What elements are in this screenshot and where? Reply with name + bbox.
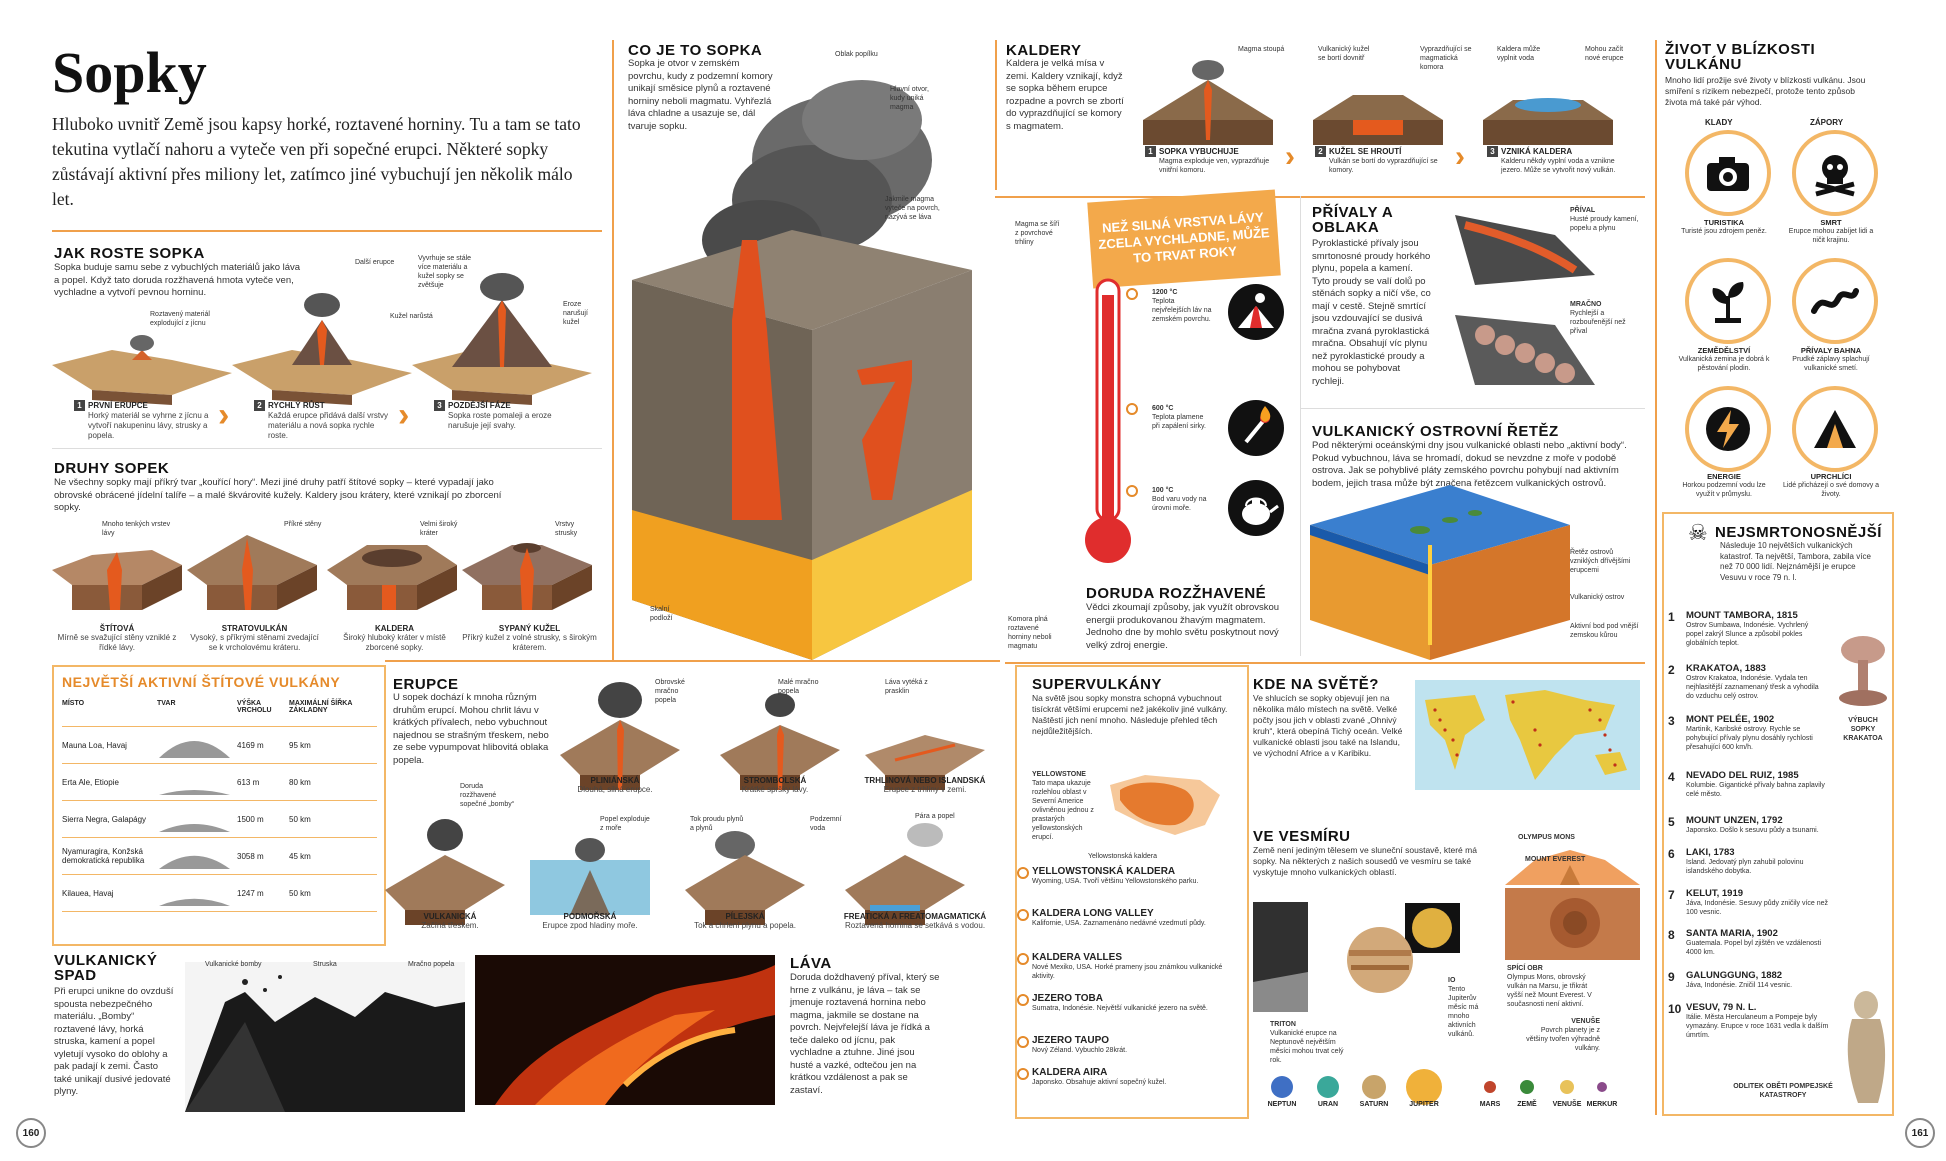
pompeii-caption: ODLITEK OBĚTI POMPEJSKÉ KATASTROFY	[1733, 1083, 1833, 1099]
rank-number: 2	[1668, 663, 1675, 677]
section-title-life: ŽIVOT V BLÍZKOSTI VULKÁNU	[1665, 41, 1816, 73]
temp-marker	[1126, 288, 1138, 300]
intro-text: Hluboko uvnitř Země jsou kapsy horké, roztavené horniny. Tu a tam se tato tekutina vytlačí nahoru a vyteče ven při sopečné erupci. Některé sopky zůstávají aktivní přes miliony let, zatímco jiné vybuchují jen několik málo let.	[52, 114, 581, 209]
planet-icon	[1484, 1081, 1496, 1093]
chain-label: Řetěz ostrovů vzniklých dřívějšími erupcemi	[1570, 549, 1631, 574]
space-note: VENUŠE Povrch planety je z většiny tvořen výhradně vulkány.	[1526, 1018, 1600, 1052]
rank-desc: Island. Jedovatý plyn zahubil polovinu islandského dobytka.	[1686, 859, 1804, 875]
chain-illustration	[1310, 485, 1570, 660]
fallout-text: Při erupci unikne do ovzduší spousta nebezpečného materiálu. „Bomby“ roztavené lávy, horká struska, kamení a popel vyletují vysoko do oblohy a pak padají k zemi. Často také unikají dusivé jedovaté plyny.	[54, 986, 174, 1097]
shape-icon	[157, 767, 237, 797]
rank-title: MOUNT TAMBORA, 1815	[1686, 610, 1798, 621]
life-text: Mnoho lidí prožije své životy v blízkosti vulkánu. Jsou smíření s rizikem nebezpečí, protože tento způsob života má také pár výhod.	[1665, 75, 1866, 107]
rank-title: NEVADO DEL RUIZ, 1985	[1686, 770, 1799, 781]
list-item	[1668, 770, 1838, 799]
cell-height: 3058 m	[237, 851, 264, 861]
grow-label: Eroze narušují kužel	[563, 301, 588, 326]
life-item: ZEMĚDĚLSTVÍ Vulkanická zemina je dobrá k pěstování plodin.	[1678, 346, 1770, 372]
section-title-types: DRUHY SOPEK	[54, 460, 170, 477]
temp-note: 1200 °C Teplota nejvřelejších láv na zemském povrchu.	[1152, 289, 1212, 323]
rank-desc: Japonsko. Došlo k sesuvu půdy a tsunami.	[1686, 827, 1819, 834]
rank-title: VESUV, 79 N. L.	[1686, 1002, 1757, 1013]
where-text: Ve shlucích se sopky objevují jen na několika málo místech na světě. Velké počty jsou jich v oblasti zvané „Ohnivý kruh“, která obepíná Tichý oceán. Velké vulkanické oblasti jsou také na Islandu, ve východní Africe a v Karibiku.	[1253, 693, 1403, 758]
banner: NEŽ SILNÁ VRSTVA LÁVY ZCELA VYCHLADNE, MŮŽE TO TRVAT ROKY	[1087, 190, 1281, 289]
eruption-item: FREATICKÁ A FREATOMAGMATICKÁ Roztavená hornina se setkává s vodou.	[843, 912, 987, 930]
table-row	[62, 875, 377, 912]
chain-label: Aktivní bod pod vnější zemskou kůrou	[1570, 623, 1639, 639]
divider	[1300, 408, 1645, 409]
chain-text: Pod některými oceánskými dny jsou vulkanické oblasti nebo „aktivní body“. Pokud vybuchnou, láva se hromadí, dokud se nevzdne z moře v podobě ostrova. Jak se pohyblivé pláty zemského povrchu pohybují nad aktivním bodem, jejich trasa může být značena řetězcem vulkanických ostrovů.	[1312, 440, 1627, 489]
rank-number: 8	[1668, 928, 1675, 942]
list-item	[1668, 970, 1838, 990]
planet-label: MARS	[1479, 1101, 1501, 1108]
shape-icon	[157, 730, 237, 760]
chain-label: Vulkanický ostrov	[1570, 594, 1625, 601]
eruption-item: VULKANICKÁ Začíná třeskem.	[421, 912, 479, 930]
rank-desc: Jáva, Indonésie. Zničil 114 vesnic.	[1686, 982, 1793, 989]
rank-desc: Itálie. Města Herculaneum a Pompeje byly vymazány. Erupce v roce 1631 vedla k dalším úmrtím.	[1686, 1014, 1829, 1039]
list-item	[1668, 847, 1838, 876]
rank-desc: Martinik, Karibské ostrovy. Rychle se pohybující přívaly plynu dosáhly rychlosti přesahující 600 km/h.	[1686, 726, 1813, 751]
caldera-label: Magma stoupá	[1238, 46, 1285, 53]
planet-icon	[1520, 1080, 1534, 1094]
rank-number: 3	[1668, 714, 1675, 728]
pompeii-cast-image	[1838, 985, 1893, 1105]
grow-step: 2 RYCHLÝ RŮST Každá erupce přidává další vrstvy materiálu a nová sopka rychle roste.	[254, 400, 394, 441]
caldera-label: Kaldera může vyplnit voda	[1497, 46, 1541, 62]
temp-note: 100 °C Bod varu vody na úrovni moře.	[1152, 487, 1207, 512]
rank-number: 6	[1668, 847, 1675, 861]
rank-number: 1	[1668, 610, 1675, 624]
life-item: ENERGIE Horkou podzemní vodu lze využít v průmyslu.	[1682, 472, 1766, 498]
types-label: Mnoho tenkých vrstev lávy	[102, 521, 171, 537]
temp-note: 600 °C Teplota plamene při zapálení sirky.	[1152, 405, 1206, 430]
rank-title: KRAKATOA, 1883	[1686, 663, 1766, 674]
divider	[995, 196, 1645, 198]
what-label: Jakmile magma vyteče na povrch, nazývá se láva	[885, 196, 940, 221]
table-row	[62, 727, 377, 764]
caldera-label: Mohou začít nové erupce	[1585, 46, 1624, 62]
flow-label: PŘÍVAL Husté proudy kamení, popelu a plynu	[1570, 207, 1639, 232]
what-label: Oblak popílku	[835, 51, 878, 58]
planet-icon	[1271, 1076, 1293, 1098]
calderas-text: Kaldera je velká mísa v zemi. Kaldery vznikají, když se sopka během erupce rozpadne a povrch se zbortí do vyprazdňující se komory s magmatem.	[1006, 58, 1124, 132]
eruption-item: PODMOŘSKÁ Erupce zpod hladiny moře.	[542, 912, 638, 930]
types-label: Příkré stěny	[284, 521, 322, 528]
list-marker	[1017, 909, 1029, 921]
what-label: Hlavní otvor, kudy uniká magma	[890, 86, 929, 111]
planet-label: MERKUR	[1586, 1101, 1618, 1108]
list-item	[1668, 1002, 1838, 1040]
eruption-label: Obrovské mračno popela	[655, 679, 685, 704]
caldera-step: 2 KUŽEL SE HROUTÍ Vulkán se bortí do vyprazdňující se komory.	[1315, 146, 1450, 175]
eruption-item: TRHLINOVÁ NEBO ISLANDSKÁ Erupce z trhliny v zemi.	[864, 776, 986, 794]
eruption-label: Popel exploduje z moře	[600, 816, 650, 832]
section-title-chain: VULKANICKÝ OSTROVNÍ ŘETĚZ	[1312, 423, 1559, 440]
section-title-fallout: VULKANICKÝ SPAD	[54, 952, 158, 984]
page-number-right: 161	[1905, 1118, 1935, 1148]
page-title: Sopky	[52, 40, 207, 105]
grow-step: 3 POZDĚJŠÍ FÁZE Sopka roste pomaleji a eroze narušuje její svahy.	[434, 400, 574, 431]
shield-table-title: NEJVĚTŠÍ AKTIVNÍ ŠTÍTOVÉ VULKÁNY	[62, 674, 341, 690]
skull-crossbones-icon: ☠	[1688, 520, 1708, 545]
section-title-hot: DORUDA ROZŽHAVENÉ	[1086, 585, 1267, 602]
cell-height: 1247 m	[237, 888, 264, 898]
rank-number: 10	[1668, 1002, 1682, 1016]
list-item: JEZERO TOBA Sumatra, Indonésie. Největší vulkanické jezero na světě.	[1032, 993, 1208, 1012]
temp-marker	[1126, 485, 1138, 497]
section-title-what: CO JE TO SOPKA	[628, 42, 763, 59]
jupiter-image	[1345, 925, 1415, 995]
space-note: TRITON Vulkanické erupce na Neptunově největším měsíci mohou trvat celý rok.	[1270, 1021, 1344, 1064]
flows-text: Pyroklastické přívaly jsou smrtonosné proudy horkého plynu, popela a kamení. Tyto proudy se valí dolů po stěnách sopky a ničí vše, co mají v cestě. Stejně smrtící jsou vzdouvající se dusivá mračna zvaná pyroklastická mračna. Obsahují víc plynu než pyroklastické proudy a mohou se pohybovat rychleji.	[1312, 238, 1431, 387]
grow-label: Kužel narůstá	[390, 313, 433, 320]
shape-icon	[157, 878, 237, 908]
volcano-cross-section	[612, 40, 992, 660]
type-item: SYPANÝ KUŽEL Příkrý kužel z volné strusky, s širokým kráterem.	[462, 624, 597, 652]
cell-height: 613 m	[237, 777, 260, 787]
planet-label: JUPITER	[1409, 1101, 1439, 1108]
list-marker	[1017, 1068, 1029, 1080]
eruption-label: Doruda rozžhavené sopečné „bomby“	[460, 783, 515, 808]
life-item: UPRCHLÍCI Lidé přicházejí o své domovy a životy.	[1782, 472, 1880, 498]
caldera-label: Vyprazdňující se magmatická komora	[1420, 46, 1472, 71]
lava-photo	[475, 955, 775, 1105]
rank-number: 7	[1668, 888, 1675, 902]
planet-label: ZEMĚ	[1517, 1101, 1537, 1108]
rank-title: GALUNGGUNG, 1882	[1686, 970, 1783, 981]
what-label: Skalní podloží	[650, 606, 673, 622]
cell-height: 1500 m	[237, 814, 264, 824]
divider	[385, 660, 1000, 662]
planet-icon	[1317, 1076, 1339, 1098]
fallout-photo	[185, 962, 465, 1112]
cons-label: ZÁPORY	[1810, 118, 1844, 127]
fallout-label: Struska	[313, 961, 337, 968]
eruption-label: Pára a popel	[915, 813, 955, 820]
rank-number: 5	[1668, 815, 1675, 829]
eruption-item: PÍLEJSKÁ Tok a chrlení plynu a popela.	[694, 912, 796, 930]
calderas-illustration	[1138, 50, 1648, 145]
rank-title: MOUNT UNZEN, 1792	[1686, 815, 1783, 826]
eruptions-text: U sopek dochází k mnoha různým druhům erupcí. Mohou chrlit lávu v krátkých přívalech, nebo vybuchnout najednou se strašným třeskem, nebo ze sebe vypumpovat hlibovitá oblaka popela.	[393, 692, 549, 766]
life-item: TURISTIKA Turisté jsou zdrojem peněz.	[1681, 218, 1767, 235]
space-text: Země není jediným tělesem ve sluneční soustavě, které má sopky. Na některých z našich sousedů ve vesmíru se také vyskytuje mnoho vulkanických oblastí.	[1253, 845, 1477, 877]
table-row	[62, 764, 377, 801]
flow-label: MRAČNO Rychlejší a rozbouřenější než příval	[1570, 301, 1626, 335]
cell-place: Mauna Loa, Havaj	[62, 740, 127, 750]
section-title-grow: JAK ROSTE SOPKA	[54, 245, 205, 262]
list-item	[1668, 928, 1838, 957]
rank-title: KELUT, 1919	[1686, 888, 1744, 899]
rank-title: LAKI, 1783	[1686, 847, 1735, 858]
deadly-text: Následuje 10 největších vulkanických katastrof. Ta největší, Tambora, zabila více než 70 000 lidí. Nejznámější je erupce Vesuvu v roce 79 n. l.	[1720, 541, 1871, 582]
cell-width: 95 km	[289, 740, 311, 750]
what-label: Komora plná roztavené horniny neboli magmatu	[1008, 616, 1052, 650]
list-item	[1668, 815, 1838, 835]
planet-icon	[1362, 1075, 1386, 1099]
camera-icon	[1685, 130, 1771, 216]
cell-place: Nyamuragira, Konžská demokratická republika	[62, 847, 145, 865]
mars-photo	[1505, 888, 1640, 960]
section-title-super: SUPERVULKÁNY	[1032, 676, 1162, 693]
divider	[52, 448, 602, 449]
eruption-item: STROMBOLSKÁ Krátké spršky lávy.	[741, 776, 809, 794]
olympus-label: OLYMPUS MONS	[1518, 834, 1575, 841]
types-label: Vrstvy strusky	[555, 521, 578, 537]
list-item	[1668, 888, 1838, 917]
divider	[1005, 662, 1645, 664]
list-item: KALDERA VALLES Nové Mexiko, USA. Horké prameny jsou známkou vulkanické aktivity.	[1032, 952, 1223, 980]
rank-desc: Ostrov Sumbawa, Indonésie. Vychrlený popel zakrýl Slunce a způsobil pokles globálních teplot.	[1686, 622, 1809, 647]
caldera-label: Vulkanický kužel se bortí dovnitř	[1318, 46, 1370, 62]
everest-label: MOUNT EVEREST	[1525, 856, 1586, 863]
type-item: KALDERA Široký hluboký kráter v místě zborcené sopky.	[343, 624, 446, 652]
types-text: Ne všechny sopky mají příkrý tvar „kouřící hory“. Mezi jiné druhy patří štítové sopky – které vypadají jako obrovské obrácené jídelní talíře – a malé škvárovité kužely. Kaldery jsou krátery, které vznikají po zborcení sopky.	[54, 477, 502, 513]
cell-width: 45 km	[289, 851, 311, 861]
divider	[1655, 40, 1657, 1115]
kettle-icon	[1228, 480, 1284, 536]
what-text: Sopka je otvor v zemském povrchu, kudy z podzemní komory unikají směsice plynů a roztavené horniny neboli magmatu. Vyhřezlá láva chladne a usazuje se, dál tvaruje sopku.	[628, 58, 773, 132]
shield-table: MÍSTO TVAR VÝŠKA VRCHOLU MAXIMÁLNÍ ŠÍŘKA ZÁKLADNY Mauna Loa, Havaj 4169 m 95 km Erta Ale, Etiopie 613 m 80 km Sierra Negra, Galapágy 1500 m 50 km Nyamuragira, Konžská demokratická republika 3058 m 45 km Kilauea, Havaj 1247 m 50 km	[62, 700, 377, 912]
thermometer	[1085, 275, 1135, 575]
grow-label: Roztavený materiál explodující z jícnu	[150, 311, 210, 327]
list-marker	[1017, 867, 1029, 879]
planet-label: SATURN	[1359, 1101, 1389, 1108]
page-number-left: 160	[16, 1118, 46, 1148]
cell-width: 50 km	[289, 814, 311, 824]
section-title-space: VE VESMÍRU	[1253, 828, 1351, 845]
chevron-right-icon: ›	[1455, 140, 1465, 173]
types-label: Velmi široký kráter	[420, 521, 458, 537]
shape-icon	[157, 804, 237, 834]
map-caption: YELLOWSTONE Tato mapa ukazuje rozlehlou oblast v Severní Americe ovlivněnou jednou z prastarých yellowstonských erupcí.	[1032, 771, 1094, 841]
grow-text: Sopka buduje samu sebe z vybuchlých materiálů jako láva a popel. Když tato doruda rozžhavená hmota vyteče ven, vychladne a vytvoří pevnou horninu.	[54, 262, 301, 298]
cell-height: 4169 m	[237, 740, 264, 750]
energy-icon	[1685, 386, 1771, 472]
chevron-right-icon: ›	[398, 396, 410, 434]
yellowstone-map	[1105, 765, 1225, 845]
list-item	[1668, 610, 1838, 648]
list-item	[1668, 714, 1838, 752]
eruption-label: Láva vytéká z prasklin	[885, 679, 928, 695]
life-item: PŘÍVALY BAHNA Prudké záplavy splachují vulkanické smetí.	[1792, 346, 1870, 372]
rank-desc: Ostrov Krakatoa, Indonésie. Vydala ten nejhlasitější zaznamenaný třesk a vyhodila do vzduchu celý ostrov.	[1686, 675, 1819, 700]
temp-marker	[1126, 403, 1138, 415]
table-row	[62, 801, 377, 838]
section-title-eruptions: ERUPCE	[393, 676, 459, 693]
space-note: IO Tento Jupiterův měsíc má mnoho aktivních vulkánů.	[1448, 977, 1479, 1038]
planet-icon	[1560, 1080, 1574, 1094]
section-title-calderas: KALDERY	[1006, 42, 1082, 59]
list-item	[1668, 663, 1838, 701]
types-illustration	[52, 530, 602, 620]
list-marker	[1017, 1036, 1029, 1048]
cell-place: Kilauea, Havaj	[62, 888, 114, 898]
planet-label: NEPTUN	[1267, 1101, 1297, 1108]
life-item: SMRT Erupce mohou zabíjet lidi a ničit krajinu.	[1788, 218, 1874, 244]
match-icon	[1228, 400, 1284, 456]
caldera-step: 3 VZNIKÁ KALDERA Kalderu někdy vyplní voda a vznikne jezero. Může se vytvořit nový vulkán.	[1487, 146, 1622, 175]
type-item: STRATOVULKÁN Vysoký, s příkrými stěnami zvedající se k vrcholovému kráteru.	[190, 624, 319, 652]
section-title-flows: PŘÍVALY A OBLAKA	[1312, 204, 1393, 236]
shape-icon	[157, 841, 237, 871]
section-title-deadly: NEJSMRTONOSNĚJŠÍ	[1715, 524, 1882, 541]
grow-step: 1 PRVNÍ ERUPCE Horký materiál se vyhrne z jícnu a vytvoří nakupeninu lávy, strusky a popela.	[74, 400, 214, 441]
world-map	[1415, 680, 1640, 790]
rank-desc: Jáva, Indonésie. Sesuvy půdy zničily více než 100 vesnic.	[1686, 900, 1829, 916]
what-label: Magma se šíří z povrchové trhliny	[1015, 221, 1060, 246]
grow-illustration	[52, 255, 602, 405]
space-note: SPÍCÍ OBR Olympus Mons, obrovský vulkán na Marsu, je třikrát vyšší než Mount Everest. V současnosti není aktivní.	[1507, 965, 1592, 1008]
cell-place: Sierra Negra, Galapágy	[62, 814, 147, 824]
rank-desc: Kolumbie. Gigantické přívaly bahna zaplavily celé město.	[1686, 782, 1825, 798]
cell-width: 80 km	[289, 777, 311, 787]
divider	[995, 40, 997, 190]
fallout-label: Vulkanické bomby	[205, 961, 262, 968]
section-title-where: KDE NA SVĚTĚ?	[1253, 676, 1379, 693]
eruption-label: Malé mračno popela	[778, 679, 819, 695]
planet-label: URAN	[1317, 1101, 1339, 1108]
super-text: Na světě jsou sopky monstra schopná vybuchnout tisíckrát většími erupcemi než jakékoliv jiné vulkány. Naštěstí jich není mnoho. Následuje přehled těch nejdůležitějších.	[1032, 693, 1228, 736]
krakatoa-image	[1838, 630, 1888, 710]
krakatoa-caption: VÝBUCH SOPKY KRAKATOA	[1843, 717, 1883, 742]
list-item: JEZERO TAUPO Nový Zéland. Vybuchlo 28krát.	[1032, 1035, 1128, 1054]
fallout-label: Mračno popela	[408, 961, 455, 968]
caldera-step: 1 SOPKA VYBUCHUJE Magma exploduje ven, vyprazdňuje vnitřní komoru.	[1145, 146, 1280, 175]
list-marker	[1017, 953, 1029, 965]
type-item: ŠTÍTOVÁ Mírně se svažující stěny vzniklé z řídké lávy.	[57, 624, 177, 652]
rank-number: 9	[1668, 970, 1675, 984]
eruption-label: Tok proudu plynů a plynů	[690, 816, 744, 832]
chevron-right-icon: ›	[1285, 140, 1295, 173]
pros-label: KLADY	[1705, 118, 1733, 127]
rank-title: MONT PELÉE, 1902	[1686, 714, 1775, 725]
list-item: KALDERA LONG VALLEY Kalifornie, USA. Zaznamenáno nedávné vzedmutí půdy.	[1032, 908, 1206, 927]
divider	[1300, 196, 1301, 656]
cell-width: 50 km	[289, 888, 311, 898]
triton-photo	[1253, 902, 1308, 1012]
sprout-icon	[1685, 258, 1771, 344]
eruption-item: PLINIÁNSKÁ Dlouhá, silná erupce.	[577, 776, 653, 794]
section-title-lava: LÁVA	[790, 955, 832, 972]
eruption-label: Podzemní voda	[810, 816, 842, 832]
list-item: KALDERA AIRA Japonsko. Obsahuje aktivní sopečný kužel.	[1032, 1067, 1167, 1086]
list-item: YELLOWSTONSKÁ KALDERA Wyoming, USA. Tvoří většinu Yellowstonského parku.	[1032, 866, 1199, 885]
skull-icon	[1792, 130, 1878, 216]
map-label: Yellowstonská kaldera	[1088, 853, 1158, 860]
grow-label: Další erupce	[355, 259, 395, 266]
rank-desc: Guatemala. Popel byl zjištěn ve vzdálenosti 4000 km.	[1686, 940, 1822, 956]
cell-place: Erta Ale, Etiopie	[62, 777, 119, 787]
planet-label: VENUŠE	[1552, 1101, 1582, 1108]
lava-text: Doruda doždhavený příval, který se hrne z vulkánu, je láva – tak se jmenuje roztavená hornina nebo magma, jakmile se dostane na povrch. Nejvřelejší láva je řídká a teče daleko od jícnu, pak vychladne a ztuhne. Jiné jsou husté a vazké, odtečou jen na krátkou vzdálenost a pak se zastaví.	[790, 972, 940, 1096]
rank-number: 4	[1668, 770, 1675, 784]
planet-icon	[1597, 1082, 1607, 1092]
divider	[52, 230, 602, 232]
mudflow-icon	[1792, 258, 1878, 344]
volcano-icon	[1228, 284, 1284, 340]
planet-icon	[1406, 1069, 1442, 1105]
chevron-right-icon: ›	[218, 396, 230, 434]
grow-label: Vyvrhuje se stále více materiálu a kužel sopky se zvětšuje	[418, 255, 472, 289]
table-row	[62, 838, 377, 875]
list-marker	[1017, 994, 1029, 1006]
rank-title: SANTA MARIA, 1902	[1686, 928, 1778, 939]
hot-text: Vědci zkoumají způsoby, jak využít obrovskou energii produkovanou žhavým magmatem. Jednoho dne by mohlo světu poskytnout nový velký zdroj energie.	[1086, 602, 1280, 651]
tent-icon	[1792, 386, 1878, 472]
